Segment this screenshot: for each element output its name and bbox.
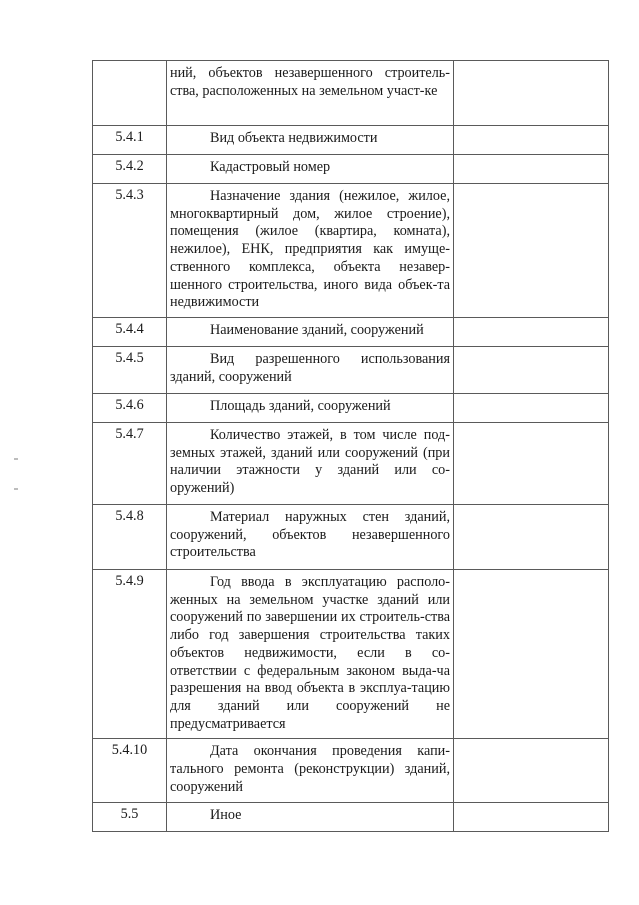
row-description: Вид объекта недвижимости — [167, 126, 454, 155]
row-number: 5.4.2 — [93, 155, 167, 184]
row-description: Иное — [167, 803, 454, 832]
table-row — [93, 155, 609, 184]
row-number: 5.4.8 — [93, 505, 167, 570]
row-value — [454, 423, 609, 505]
row-description: Год ввода в эксплуатацию располо-женных на земельном участке зданий или сооружений по завершении их строитель-ства либо год завершения строительства таких объектов недвижимости, если в со-ответствии с федеральным законом выда-ча разрешения на ввод объекта в эксплуа-тацию для зданий или сооружений не предусматривается — [167, 570, 454, 739]
row-number: 5.4.9 — [93, 570, 167, 739]
row-number: 5.4.1 — [93, 126, 167, 155]
row-description: Наименование зданий, сооружений — [167, 318, 454, 347]
row-number: 5.4.7 — [93, 423, 167, 505]
row-value — [454, 803, 609, 832]
row-description: Материал наружных стен зданий, сооружений, объектов незавершенного строительства — [167, 505, 454, 570]
row-description: Площадь зданий, сооружений — [167, 394, 454, 423]
row-number: 5.5 — [93, 803, 167, 832]
table-row — [93, 347, 609, 394]
row-value — [454, 318, 609, 347]
table-row — [93, 570, 609, 739]
row-value — [454, 126, 609, 155]
row-value — [454, 570, 609, 739]
table-row — [93, 61, 609, 126]
row-value — [454, 739, 609, 803]
row-number: 5.4.4 — [93, 318, 167, 347]
row-description: Назначение здания (нежилое, жилое, многоквартирный дом, жилое строение), помещения (жилое (квартира, комната), нежилое), ЕНК, предприятия как имуще-ственного комплекса, объекта незавер-шенного строительства, иного вида объек-та недвижимости — [167, 184, 454, 318]
row-value — [454, 505, 609, 570]
row-description: Дата окончания проведения капи-тального ремонта (реконструкции) зданий, сооружений — [167, 739, 454, 803]
table-row — [93, 423, 609, 505]
row-value — [454, 155, 609, 184]
row-description: Количество этажей, в том числе под-земных этажей, зданий или сооружений (при наличии этажности у зданий или со-оружений) — [167, 423, 454, 505]
scan-mark — [14, 458, 18, 460]
row-number: 5.4.6 — [93, 394, 167, 423]
row-value — [454, 184, 609, 318]
data-table — [92, 60, 609, 832]
table-row — [93, 184, 609, 318]
table-row — [93, 318, 609, 347]
row-number: 5.4.5 — [93, 347, 167, 394]
row-value — [454, 61, 609, 126]
row-description: Вид разрешенного использования зданий, сооружений — [167, 347, 454, 394]
row-value — [454, 394, 609, 423]
row-number — [93, 61, 167, 126]
row-value — [454, 347, 609, 394]
row-number: 5.4.10 — [93, 739, 167, 803]
table-row — [93, 803, 609, 832]
table-row — [93, 126, 609, 155]
row-description: Кадастровый номер — [167, 155, 454, 184]
row-number: 5.4.3 — [93, 184, 167, 318]
table-row — [93, 394, 609, 423]
table-row — [93, 739, 609, 803]
table-row — [93, 505, 609, 570]
row-description: ний, объектов незавершенного строитель-ства, расположенных на земельном участ-ке — [167, 61, 454, 126]
scan-mark — [14, 488, 18, 490]
